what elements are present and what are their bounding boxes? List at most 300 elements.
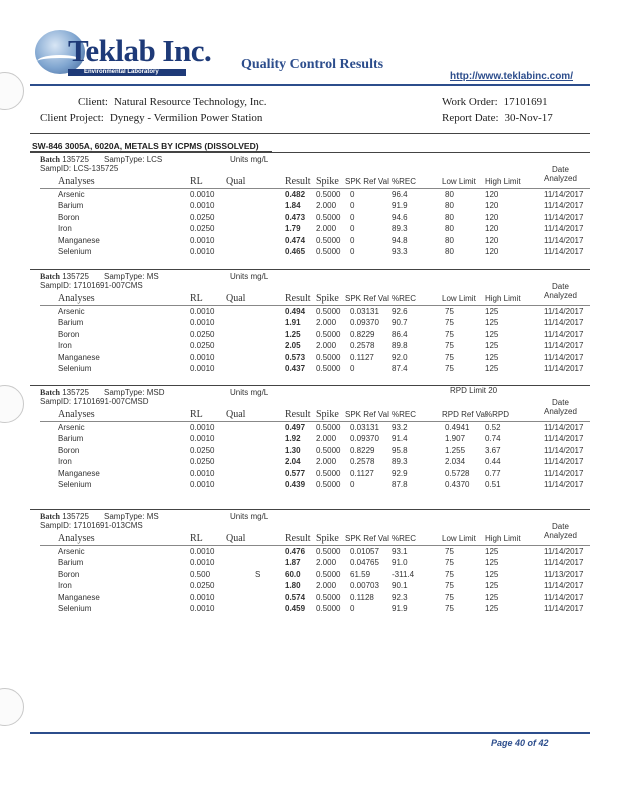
column-header: High Limit [485,294,521,303]
column-header: Spike [316,293,339,304]
table-cell: 11/14/2017 [544,318,584,328]
table-cell: 2.000 [316,201,337,211]
table-cell: 0.5000 [316,190,341,199]
section-title: SW-846 3005A, 6020A, METALS BY ICPMS (DISSOLVED) [32,141,259,151]
table-cell: 96.4 [392,190,408,199]
samptype [104,272,159,281]
batch-label: Batch [40,272,60,281]
column-header: SPK Ref Val [345,410,389,419]
table-cell: 125 [485,604,499,613]
table-cell: 0.2578 [350,341,375,351]
table-cell: 0 [350,364,355,373]
table-cell: 0.0010 [190,558,215,568]
table-cell: 92.9 [392,468,408,478]
table-cell: 11/14/2017 [544,547,584,556]
samptype-label: SampType: [104,388,145,397]
header-underline [40,545,590,546]
batch-number: 135725 [62,512,89,521]
batch-line [40,155,89,164]
table-cell: 11/13/2017 [544,569,584,579]
table-cell: 11/14/2017 [544,364,584,373]
table-cell: 90.7 [392,318,408,328]
batch-number: 135725 [62,388,89,397]
column-header: RL [190,533,203,544]
column-header: Spike [316,409,339,420]
column-header: RL [190,409,203,420]
table-cell: 11/14/2017 [544,457,584,467]
table-cell: 0.0250 [190,457,215,467]
table-cell: Arsenic [58,547,85,556]
table-cell: 80 [445,190,454,199]
table-cell: 120 [485,212,499,222]
table-cell: 0.577 [285,468,306,478]
table-cell: 0.5000 [316,364,341,373]
table-row [0,469,618,481]
table-cell: 0.437 [285,364,306,373]
table-cell: 0.0250 [190,329,215,339]
table-row [0,547,618,559]
table-cell: 0.0010 [190,468,215,478]
table-cell: 75 [445,364,454,373]
column-header: Analyzed [544,407,577,416]
table-cell: 11/14/2017 [544,247,584,256]
column-header: Date [552,282,569,291]
table-cell: Barium [58,318,84,328]
table-row [0,190,618,202]
table-cell: 0.8229 [350,329,375,339]
table-cell: 0.497 [285,423,306,432]
table-cell: 0.0010 [190,352,215,362]
table-cell: 11/14/2017 [544,352,584,362]
table-cell: 75 [445,592,454,602]
table-cell: 0.8229 [350,445,375,455]
table-cell: 11/14/2017 [544,307,584,316]
table-cell: 0.0250 [190,341,215,351]
table-cell: 2.000 [316,457,337,467]
table-cell: 0.1127 [350,352,374,362]
logo-name: Teklab Inc. [68,33,212,68]
table-cell: Selenium [58,247,92,256]
column-header: RPD Ref Val [442,410,487,419]
table-cell: 11/14/2017 [544,329,584,339]
table-cell: 0.44 [485,457,501,467]
table-cell: Iron [58,341,72,351]
batch-rule [30,385,590,386]
table-cell: 0 [350,190,355,199]
table-cell: 0.5000 [316,247,341,256]
table-cell: 0.5000 [316,569,341,579]
column-header: Analyzed [544,531,577,540]
sampid-value: LCS-135725 [73,164,119,173]
table-cell: 0.03131 [350,307,379,316]
punch-hole [0,72,24,110]
table-cell: 120 [485,201,499,211]
table-cell: Boron [58,569,80,579]
table-cell: 91.9 [392,604,408,613]
table-cell: 0.5000 [316,604,341,613]
table-cell: 60.0 [285,569,301,579]
table-cell: 0.5000 [316,352,341,362]
table-cell: 0.2578 [350,457,375,467]
table-cell: 91.0 [392,558,408,568]
table-cell: Selenium [58,480,92,489]
table-cell: 0.5000 [316,212,341,222]
table-cell: 1.84 [285,201,301,211]
column-header: Low Limit [442,177,476,186]
table-cell: 0 [350,212,355,222]
table-cell: 0.5000 [316,547,341,556]
table-cell: 75 [445,352,454,362]
table-cell: 93.1 [392,547,408,556]
table-cell: 11/14/2017 [544,341,584,351]
table-cell: 11/14/2017 [544,445,584,455]
project-value: Dynegy - Vermilion Power Station [109,112,263,124]
table-cell: 2.05 [285,341,301,351]
table-cell: 0.0250 [190,445,215,455]
column-header: Analyses [58,409,95,420]
column-header: Qual [226,176,246,187]
table-cell: 0.77 [485,468,501,478]
table-cell: 0.0010 [190,318,215,328]
column-header: Analyses [58,176,95,187]
table-cell: 0.52 [485,423,501,432]
table-row [0,604,618,616]
table-cell: 90.1 [392,581,408,591]
footer-rule [30,732,590,734]
table-cell: 61.59 [350,569,371,579]
batch-rule [30,509,590,510]
column-header: Spike [316,176,339,187]
table-cell: 120 [485,235,499,245]
table-cell: 11/14/2017 [544,190,584,199]
table-cell: 93.3 [392,247,408,256]
report-date-value: 30-Nov-17 [504,112,553,124]
table-row [0,224,618,236]
table-row [0,593,618,605]
table-cell: 0.5000 [316,329,341,339]
table-cell: 89.3 [392,457,408,467]
table-cell: 0.03131 [350,423,379,432]
table-row [0,213,618,225]
column-header: SPK Ref Val [345,177,389,186]
table-cell: 75 [445,318,454,328]
table-cell: 75 [445,547,454,556]
header-rule [30,84,590,86]
table-cell: 0.474 [285,235,306,245]
table-cell: 0 [350,235,355,245]
table-cell: 94.6 [392,212,408,222]
table-cell: 75 [445,604,454,613]
table-cell: Arsenic [58,190,85,199]
table-cell: 0.04765 [350,558,379,568]
table-cell: 11/14/2017 [544,201,584,211]
table-cell: 0.5000 [316,423,341,432]
table-cell: 11/14/2017 [544,604,584,613]
column-header: High Limit [485,534,521,543]
column-header: Qual [226,409,246,420]
table-cell: 0.0010 [190,307,215,316]
table-cell: 11/14/2017 [544,235,584,245]
table-cell: 1.87 [285,558,301,568]
table-cell: 0.476 [285,547,306,556]
table-cell: 125 [485,329,499,339]
samptype [104,388,164,397]
table-cell: 0.500 [190,569,211,579]
table-cell: 11/14/2017 [544,468,584,478]
project-label: Client Project: [40,112,104,124]
table-cell: 0.01057 [350,547,379,556]
table-cell: Manganese [58,592,100,602]
table-cell: 0.5000 [316,235,341,245]
batch-number: 135725 [62,272,89,281]
table-cell: 0.473 [285,212,306,222]
batch-line [40,272,89,281]
samptype-value: MS [146,272,159,281]
table-row [0,434,618,446]
table-row [0,480,618,492]
samptype [104,155,162,164]
sampid-label: SampID: [40,397,72,406]
column-header: SPK Ref Val [345,294,389,303]
table-cell: 11/14/2017 [544,434,584,444]
table-cell: Manganese [58,352,100,362]
table-cell: 0.5000 [316,480,341,489]
table-cell: 2.000 [316,318,337,328]
samptype-label: SampType: [104,512,145,521]
table-cell: 0 [350,604,355,613]
table-cell: S [255,569,261,579]
table-cell: 2.000 [316,434,337,444]
table-cell: 0.5000 [316,307,341,316]
table-cell: 0.439 [285,480,306,489]
samptype-value: LCS [146,155,163,164]
column-header: Qual [226,533,246,544]
table-cell: Manganese [58,235,100,245]
table-cell: 75 [445,558,454,568]
table-cell: 86.4 [392,329,408,339]
table-cell: 0.00703 [350,581,379,591]
table-cell: 1.25 [285,329,301,339]
table-cell: 0 [350,224,355,234]
table-cell: 91.9 [392,201,408,211]
column-header: Analyzed [544,174,577,183]
table-cell: 0.459 [285,604,306,613]
table-cell: 0.0010 [190,547,215,556]
table-row [0,457,618,469]
table-cell: 0.574 [285,592,306,602]
table-cell: 125 [485,307,499,316]
table-cell: Boron [58,329,80,339]
table-cell: 0.4370 [445,480,470,489]
column-header: Result [285,176,311,187]
table-cell: Barium [58,558,84,568]
column-header: %REC [392,177,417,186]
page-number: Page 40 of 42 [491,738,549,748]
batch-rule [30,269,590,270]
table-cell: 75 [445,341,454,351]
sampid [40,397,149,406]
table-cell: 92.0 [392,352,408,362]
table-cell: 11/14/2017 [544,224,584,234]
table-cell: 0.0010 [190,434,215,444]
document-title: Quality Control Results [241,57,384,72]
column-header: High Limit [485,177,521,186]
table-cell: 0.0010 [190,235,215,245]
project-line [40,112,262,124]
table-cell: 1.91 [285,318,301,328]
sampid-value: 17101691-007CMS [73,281,143,290]
table-cell: Barium [58,434,84,444]
column-header: Qual [226,293,246,304]
table-cell: 95.8 [392,445,408,455]
table-row [0,201,618,213]
table-row [0,236,618,248]
table-cell: 125 [485,364,499,373]
samptype-label: SampType: [104,155,145,164]
table-cell: 94.8 [392,235,408,245]
table-row [0,247,618,259]
rpd-limit: RPD Limit 20 [450,386,498,395]
client-value: Natural Resource Technology, Inc. [113,96,267,108]
table-cell: 1.79 [285,224,301,234]
column-header: Date [552,398,569,407]
units: Units mg/L [230,155,269,164]
table-cell: Iron [58,224,72,234]
table-cell: 1.255 [445,445,466,455]
table-cell: 1.92 [285,434,301,444]
info-rule [30,133,590,134]
table-cell: 120 [485,190,499,199]
units: Units mg/L [230,512,269,521]
table-cell: Boron [58,445,80,455]
table-cell: 125 [485,352,499,362]
table-cell: 11/14/2017 [544,592,584,602]
column-header: %REC [392,294,417,303]
table-cell: Manganese [58,468,100,478]
table-cell: Iron [58,581,72,591]
table-cell: 0 [350,201,355,211]
table-cell: 125 [485,558,499,568]
table-cell: 120 [485,224,499,234]
table-cell: 0.0010 [190,190,215,199]
website-link[interactable]: http://www.teklabinc.com/ [450,71,573,82]
table-cell: 92.3 [392,592,408,602]
table-row [0,558,618,570]
table-cell: 0.0250 [190,581,215,591]
table-row [0,423,618,435]
table-row [0,353,618,365]
table-cell: 0.0010 [190,480,215,489]
column-header: %REC [392,410,417,419]
table-cell: 0.0250 [190,224,215,234]
table-cell: 1.30 [285,445,301,455]
column-header: %RPD [485,410,510,419]
table-cell: 0.0010 [190,201,215,211]
table-cell: 80 [445,212,454,222]
table-row [0,330,618,342]
table-cell: 0.4941 [445,423,470,432]
table-cell: 3.67 [485,445,501,455]
table-cell: Iron [58,457,72,467]
table-cell: 0.1128 [350,592,374,602]
table-row [0,318,618,330]
table-cell: 92.6 [392,307,408,316]
sampid [40,281,143,290]
table-cell: 0.5000 [316,445,341,455]
logo-subtitle: Environmental Laboratory [84,69,159,75]
table-cell: 75 [445,307,454,316]
batch-label: Batch [40,512,60,521]
table-cell: 87.8 [392,480,408,489]
sampid-label: SampID: [40,521,72,530]
table-cell: 2.000 [316,341,337,351]
column-header: Result [285,409,311,420]
table-cell: 75 [445,569,454,579]
column-header: RL [190,176,203,187]
work-order-value: 17101691 [503,96,548,108]
column-header: %REC [392,534,417,543]
table-cell: 0.482 [285,190,306,199]
table-cell: 89.8 [392,341,408,351]
units: Units mg/L [230,388,269,397]
punch-hole [0,385,24,423]
table-cell: 125 [485,318,499,328]
table-cell: 75 [445,581,454,591]
column-header: Date [552,522,569,531]
table-row [0,581,618,593]
table-cell: 0 [350,247,355,256]
column-header: Analyses [58,533,95,544]
table-cell: 0.0010 [190,247,215,256]
client-line [78,96,267,108]
samptype-label: SampType: [104,272,145,281]
table-cell: 0.09370 [350,434,379,444]
table-cell: 80 [445,224,454,234]
table-cell: 0 [350,480,355,489]
client-label: Client: [78,96,108,108]
sampid-value: 17101691-013CMS [73,521,143,530]
table-cell: Arsenic [58,307,85,316]
column-header: Low Limit [442,294,476,303]
table-cell: 2.034 [445,457,466,467]
units: Units mg/L [230,272,269,281]
work-order-label: Work Order: [442,96,498,108]
sampid-label: SampID: [40,164,72,173]
report-date-line [442,112,553,124]
table-cell: 0.573 [285,352,306,362]
table-cell: Barium [58,201,84,211]
sampid-value: 17101691-007CMSD [73,397,149,406]
table-cell: Boron [58,212,80,222]
table-cell: 0.0010 [190,423,215,432]
table-cell: 0.51 [485,480,501,489]
sampid-label: SampID: [40,281,72,290]
batch-line [40,512,89,521]
table-cell: 2.000 [316,224,337,234]
table-cell: 0.5000 [316,592,341,602]
table-row [0,341,618,353]
table-cell: 0.0010 [190,604,215,613]
table-cell: 2.04 [285,457,301,467]
table-cell: 91.4 [392,434,408,444]
table-cell: 11/14/2017 [544,212,584,222]
table-cell: 0.5728 [445,468,470,478]
table-row [0,446,618,458]
table-cell: 120 [485,247,499,256]
table-row [0,307,618,319]
table-cell: 11/14/2017 [544,480,584,489]
table-cell: 75 [445,329,454,339]
